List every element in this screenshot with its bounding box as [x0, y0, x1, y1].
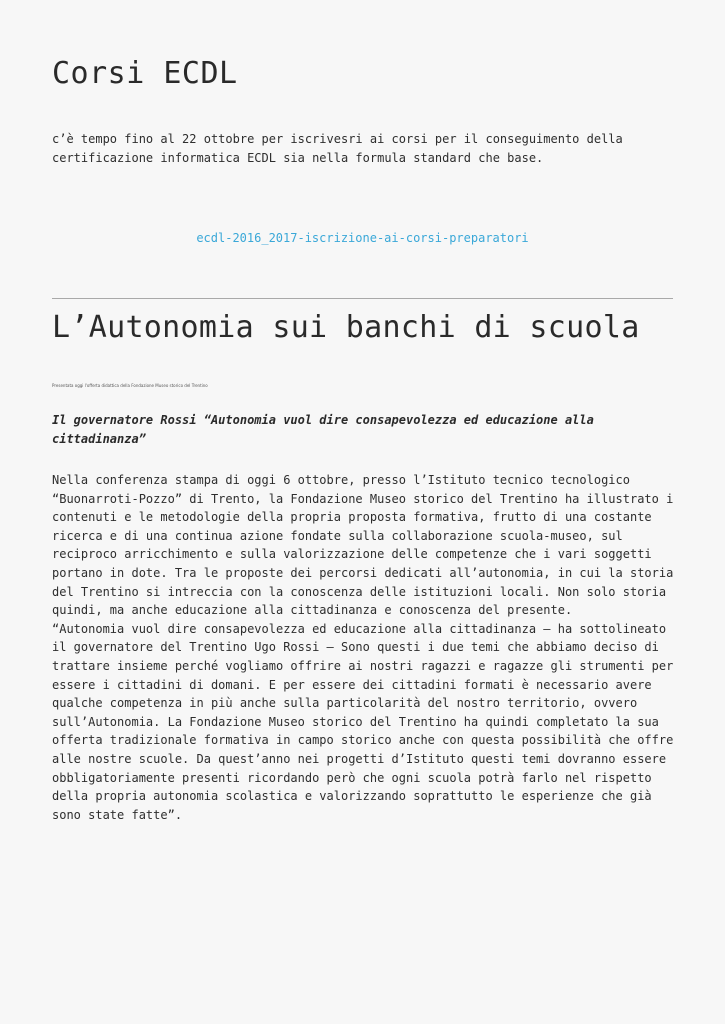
post-divider	[52, 298, 673, 299]
post-subtitle: Il governatore Rossi “Autonomia vuol dire consapevolezza ed educazione alla cittadinanza”	[52, 413, 594, 446]
post-paragraph-1: Nella conferenza stampa di oggi 6 ottobre, presso l’Istituto tecnico tecnologico “Buonarroti-Pozzo” di Trento, la Fondazione Museo storico del Trentino ha illustrato i contenuti e le metodologie della propria proposta formativa, frutto di una costante ricerca e di una continua azione fondate sulla collaborazione scuola-museo, sul reciproco arricchimento e sulla valorizzazione delle competenze che i vari soggetti portano in dote. Tra le proposte dei percorsi dedicati all’autonomia, in cui la storia del Trentino si intreccia con la conoscenza delle istituzioni locali. Non solo storia quindi, ma anche educazione alla cittadinanza e conoscenza del presente.	[52, 473, 674, 618]
post-paragraph-2: “Autonomia vuol dire consapevolezza ed educazione alla cittadinanza – ha sottolineato il governatore del Trentino Ugo Rossi – Sono questi i due temi che abbiamo deciso di trattare insieme perché vogliamo offrire ai nostri ragazzi e ragazze gli strumenti per essere i cittadini di domani. E per essere dei cittadini formati è necessario avere qualche competenza in più anche sulla particolarità del nostro territorio, ovvero sull’Autonomia. La Fondazione Museo storico del Trentino ha quindi completato la sua offerta tradizionale formativa in campo storico anche con questa possibilità che offre alle nostre scuole. Da quest’anno nei progetti d’Istituto questi temi dovranno essere obbligatoriamente presenti ricordando però che ogni scuola potrà farlo nel rispetto della propria autonomia scolastica e valorizzando soprattutto le esperienze che già sono state fatte”.	[52, 621, 674, 822]
post-caption: Presentata oggi l'offerta didattica della Fondazione Museo storico del Trentino	[52, 383, 208, 388]
post-title-autonomia[interactable]: L’Autonomia sui banchi di scuola	[52, 310, 640, 345]
post-title-corsi-ecdl[interactable]: Corsi ECDL	[52, 56, 238, 91]
post-excerpt: c’è tempo fino al 22 ottobre per iscrivesri ai corsi per il conseguimento della certificazione informatica ECDL sia nella formula standard che base.	[52, 132, 623, 165]
post-body	[52, 471, 676, 824]
attachment-link[interactable]: ecdl-2016_2017-iscrizione-ai-corsi-preparatori	[196, 231, 529, 245]
